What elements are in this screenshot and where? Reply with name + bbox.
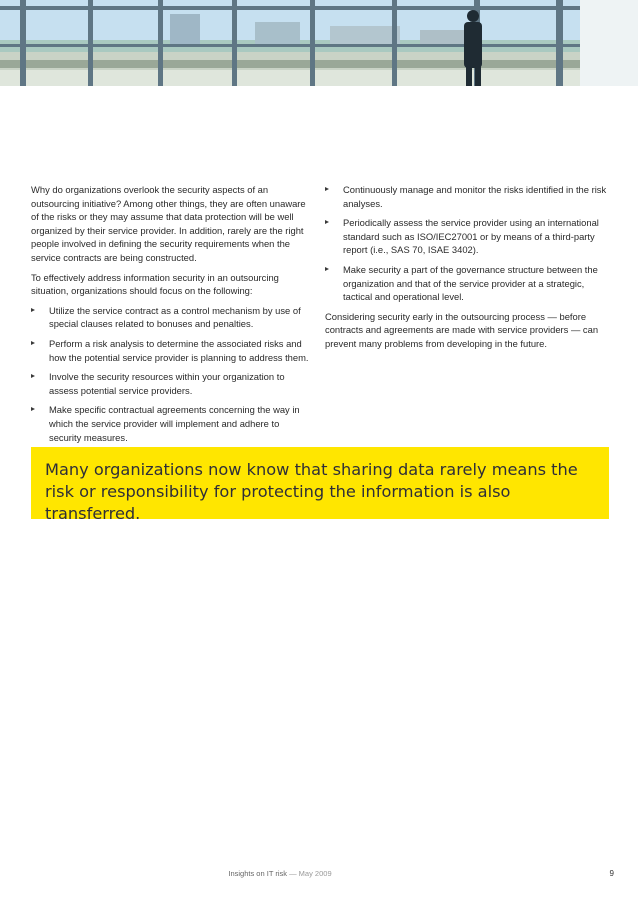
list-item: Make specific contractual agreements concerning the way in which the service provider will implement and adhere to security measures. [31,403,313,444]
triangle-bullet-icon [31,407,35,411]
page-footer [0,869,638,881]
intro-paragraph: Why do organizations overlook the security aspects of an outsourcing initiative? Among other things, they are often unaware of the risks or they may assume that data protection will be well organized by their service provider. In addition, rarely are the right people involved in defining the security requirements when the service contracts are being constructed. [31,184,306,263]
conclusion-paragraph: Considering security early in the outsourcing process — before contracts and agreements are made with service providers — can prevent many problems from developing in the future. [325,310,599,349]
triangle-bullet-icon [325,267,329,271]
triangle-bullet-icon [31,374,35,378]
focus-list-continued [325,183,607,304]
triangle-bullet-icon [325,187,329,191]
page-number: 9 [609,869,614,878]
list-item: Involve the security resources within your organization to assess potential service providers. [31,370,313,397]
list-item: Make security a part of the governance structure between the organization and that of the service provider at a strategic, tactical and operational level. [325,263,607,304]
right-column [325,183,607,357]
focus-list [31,304,313,444]
triangle-bullet-icon [31,341,35,345]
list-item: Utilize the service contract as a control mechanism by use of special clauses related to bonuses and penalties. [31,304,313,331]
focus-intro-paragraph: To effectively address information security in an outsourcing situation, organizations should focus on the following: [31,271,279,297]
triangle-bullet-icon [31,308,35,312]
list-item: Periodically assess the service provider using an international standard such as ISO/IEC27001 or by means of a third-party report (i.e., SAS 70, ISAE 3402). [325,216,607,257]
footer-date: — May 2009 [287,869,332,878]
callout-text: Many organizations now know that sharing data rarely means the risk or responsibility for protecting the information is also transferred. [45,460,578,523]
list-item: Continuously manage and monitor the risks identified in the risk analyses. [325,183,607,210]
list-item: Perform a risk analysis to determine the associated risks and how the potential service provider is planning to address them. [31,337,313,364]
office-window-photo [0,0,638,86]
left-column [31,183,313,450]
callout-box [31,447,609,523]
footer-publication: Insights on IT risk — May 2009 [228,869,332,878]
triangle-bullet-icon [325,220,329,224]
header-photo [0,0,638,86]
